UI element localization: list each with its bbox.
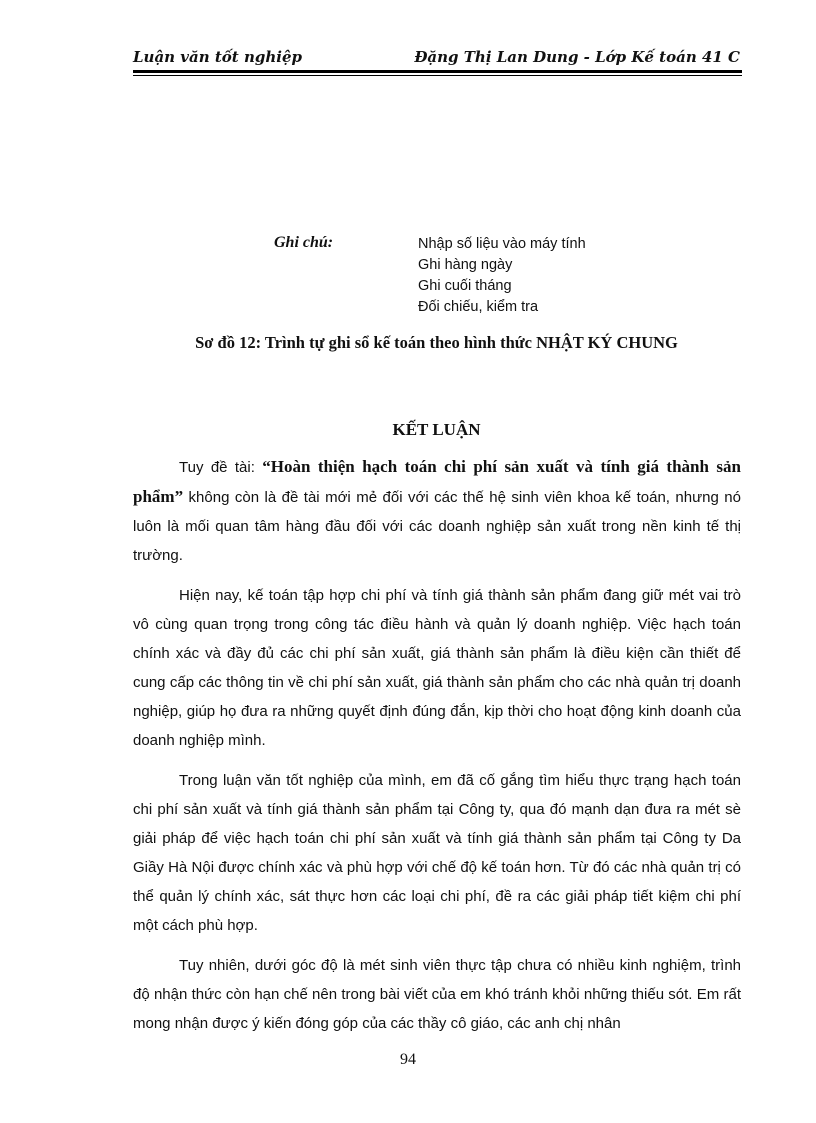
paragraph-1-lead: Tuy đề tài: [179,459,263,476]
header-title: Luận văn tốt nghiệp [133,48,302,66]
legend-item: Ghi hàng ngày [418,257,513,273]
header-rule-thin [133,75,742,76]
page-header [133,48,740,72]
paragraph-4: Tuy nhiên, dưới góc độ là mét sinh viên thực tập chưa có nhiều kinh nghiệm, trình độ nhận thức còn hạn chế nên trong bài viết của em khó tránh khỏi những thiếu sót. Em rất mong nhận được ý kiến đóng góp của các thầy cô giáo, các anh chị nhân [133,957,741,1032]
header-author: Đặng Thị Lan Dung - Lớp Kế toán 41 C [414,48,740,66]
paragraph-3: Trong luận văn tốt nghiệp của mình, em đã cố gắng tìm hiểu thực trạng hạch toán chi phí sản xuất và tính giá thành sản phẩm tại Công ty, qua đó mạnh dạn đưa ra mét sè giải pháp để việc hạch toán chi phí sản xuất và tính giá thành sản phẩm tại Công ty Da Giầy Hà Nội được chính xác và phù hợp với chế độ kế toán hơn. Từ đó các nhà quản trị có thể quản lý chính xác, sát thực hơn các loại chi phí, đề ra các giải pháp tiết kiệm chi phí một cách phù hợp. [133,772,741,934]
body-text [133,452,741,1049]
legend-item: Nhập số liệu vào máy tính [418,236,586,252]
thesis-title: “Hoàn thiện hạch toán chi phí sản xuất và tính giá thành sản phẩm” [133,457,741,506]
legend-item: Ghi cuối tháng [418,278,512,294]
paragraph-1 [133,452,741,570]
header-rule [133,70,742,73]
legend-items [418,234,586,318]
paragraph-2: Hiện nay, kế toán tập hợp chi phí và tính giá thành sản phẩm đang giữ mét vai trò vô cùng quan trọng trong công tác điều hành và quản lý doanh nghiệp. Việc hạch toán chính xác và đầy đủ các chi phí sản xuất, giá thành sản phẩm là điều kiện cần thiết để cung cấp các thông tin về chi phí sản xuất, giá thành sản phẩm cho các nhà quản trị doanh nghiệp, giúp họ đưa ra những quyết định đúng đắn, kịp thời cho hoạt động kinh doanh của doanh nghiệp mình. [133,587,741,749]
page-number: 94 [400,1051,416,1068]
paragraph-1-rest: không còn là đề tài mới mẻ đối với các thế hệ sinh viên khoa kế toán, nhưng nó luôn là mối quan tâm hàng đầu đối với các doanh nghiệp sản xuất trong nền kinh tế thị trường. [133,489,741,564]
section-heading: KẾT LUẬN [392,420,481,439]
diagram-caption: Sơ đồ 12: Trình tự ghi sổ kế toán theo hình thức NHẬT KÝ CHUNG [195,333,678,352]
legend-item: Đối chiếu, kiểm tra [418,299,539,315]
legend-label: Ghi chú: [274,234,334,251]
